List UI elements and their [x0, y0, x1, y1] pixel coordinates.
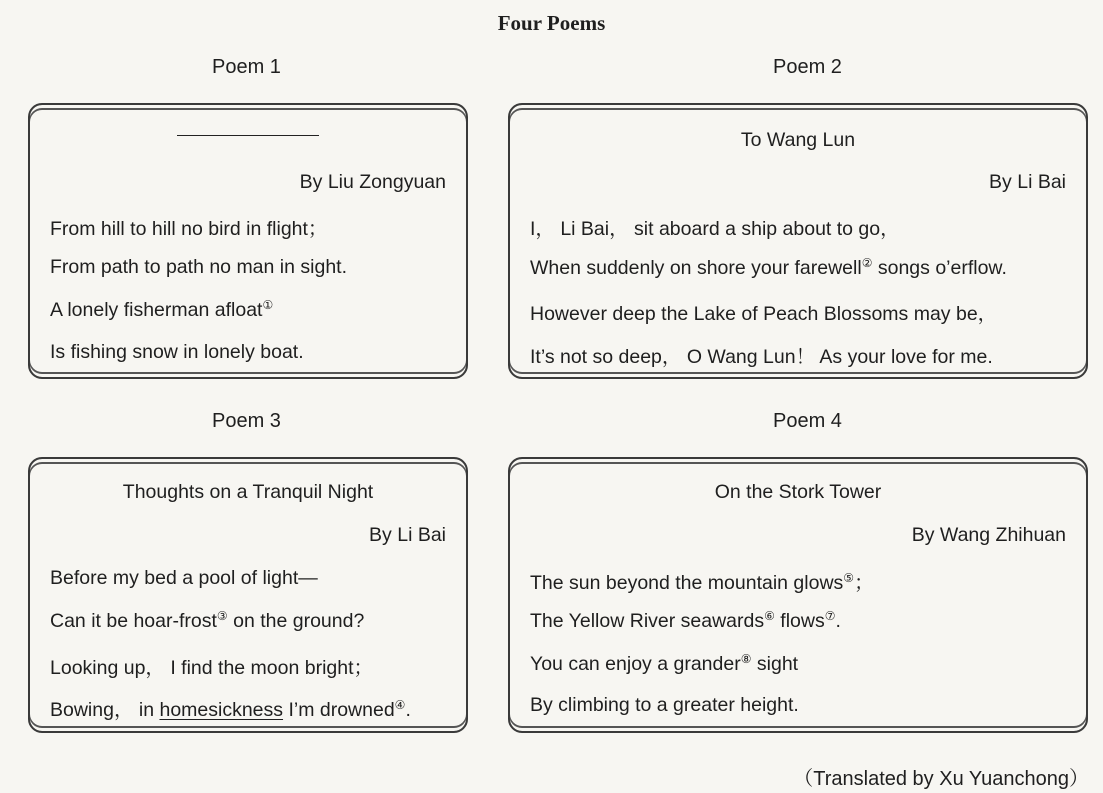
poem-3-line-3: Looking up， I find the moon bright；: [50, 657, 374, 679]
poem-4-line-1: The sun beyond the mountain glows⑤；: [530, 571, 874, 594]
poem-2-line-2: When suddenly on shore your farewell② songs o’erflow.: [530, 256, 1007, 279]
poem-1-line-1: From hill to hill no bird in flight；: [50, 218, 328, 240]
poem-4-author: By Wang Zhihuan: [911, 524, 1066, 546]
poem-1-line-4: Is fishing snow in lonely boat.: [50, 341, 304, 363]
poem-4-line-3: You can enjoy a grander⑧ sight: [530, 652, 799, 675]
poem-2-title: To Wang Lun: [740, 129, 856, 151]
underlined-word: homesickness: [159, 699, 284, 721]
footnote-marker: ④: [394, 698, 406, 712]
poem-3-title: Thoughts on a Tranquil Night: [122, 481, 374, 503]
poem-4-card: [508, 457, 1088, 733]
poem-2-line-3: However deep the Lake of Peach Blossoms may be，: [530, 303, 998, 325]
footnote-marker: ③: [216, 609, 228, 623]
poem-1-line-3: A lonely fisherman afloat①: [50, 298, 274, 321]
footnote-marker: ⑤: [843, 571, 855, 585]
poem-4-line-4: By climbing to a greater height.: [530, 694, 799, 716]
poem-2-label: Poem 2: [773, 56, 842, 78]
poem-3-label: Poem 3: [212, 410, 281, 432]
poem-3-line-2: Can it be hoar-frost③ on the ground?: [50, 609, 365, 632]
poem-4-line-2: The Yellow River seawards⑥ flows⑦.: [530, 609, 841, 632]
footnote-marker: ①: [262, 298, 274, 312]
poem-3-line-1: Before my bed a pool of light—: [50, 567, 318, 589]
poem-3-card: [28, 457, 468, 733]
footnote-marker: ⑧: [740, 652, 752, 666]
poem-1-line-2: From path to path no man in sight.: [50, 256, 347, 278]
page-title: Four Poems: [497, 11, 606, 35]
translator-credit: （Translated by Xu Yuanchong）: [793, 768, 1089, 790]
poem-2-author: By Li Bai: [989, 171, 1066, 193]
footnote-marker: ②: [861, 256, 873, 270]
poem-3-line-4: Bowing， in homesickness I’m drowned④.: [50, 698, 411, 721]
poem-1-label: Poem 1: [212, 56, 281, 78]
poem-3-author: By Li Bai: [369, 524, 446, 546]
poem-4-title: On the Stork Tower: [714, 481, 882, 503]
poem-1-title-blank: [50, 135, 446, 136]
footnote-marker: ⑥: [764, 609, 775, 623]
poem-1-card: [28, 103, 468, 379]
poem-2-line-4: It’s not so deep， O Wang Lun！ As your love for me.: [530, 346, 993, 368]
poem-2-line-1: I， Li Bai， sit aboard a ship about to go，: [530, 218, 900, 240]
poem-2-card: [508, 103, 1088, 379]
poem-1-author: By Liu Zongyuan: [299, 171, 446, 193]
footnote-marker: ⑦: [824, 609, 836, 623]
poem-4-label: Poem 4: [773, 410, 842, 432]
